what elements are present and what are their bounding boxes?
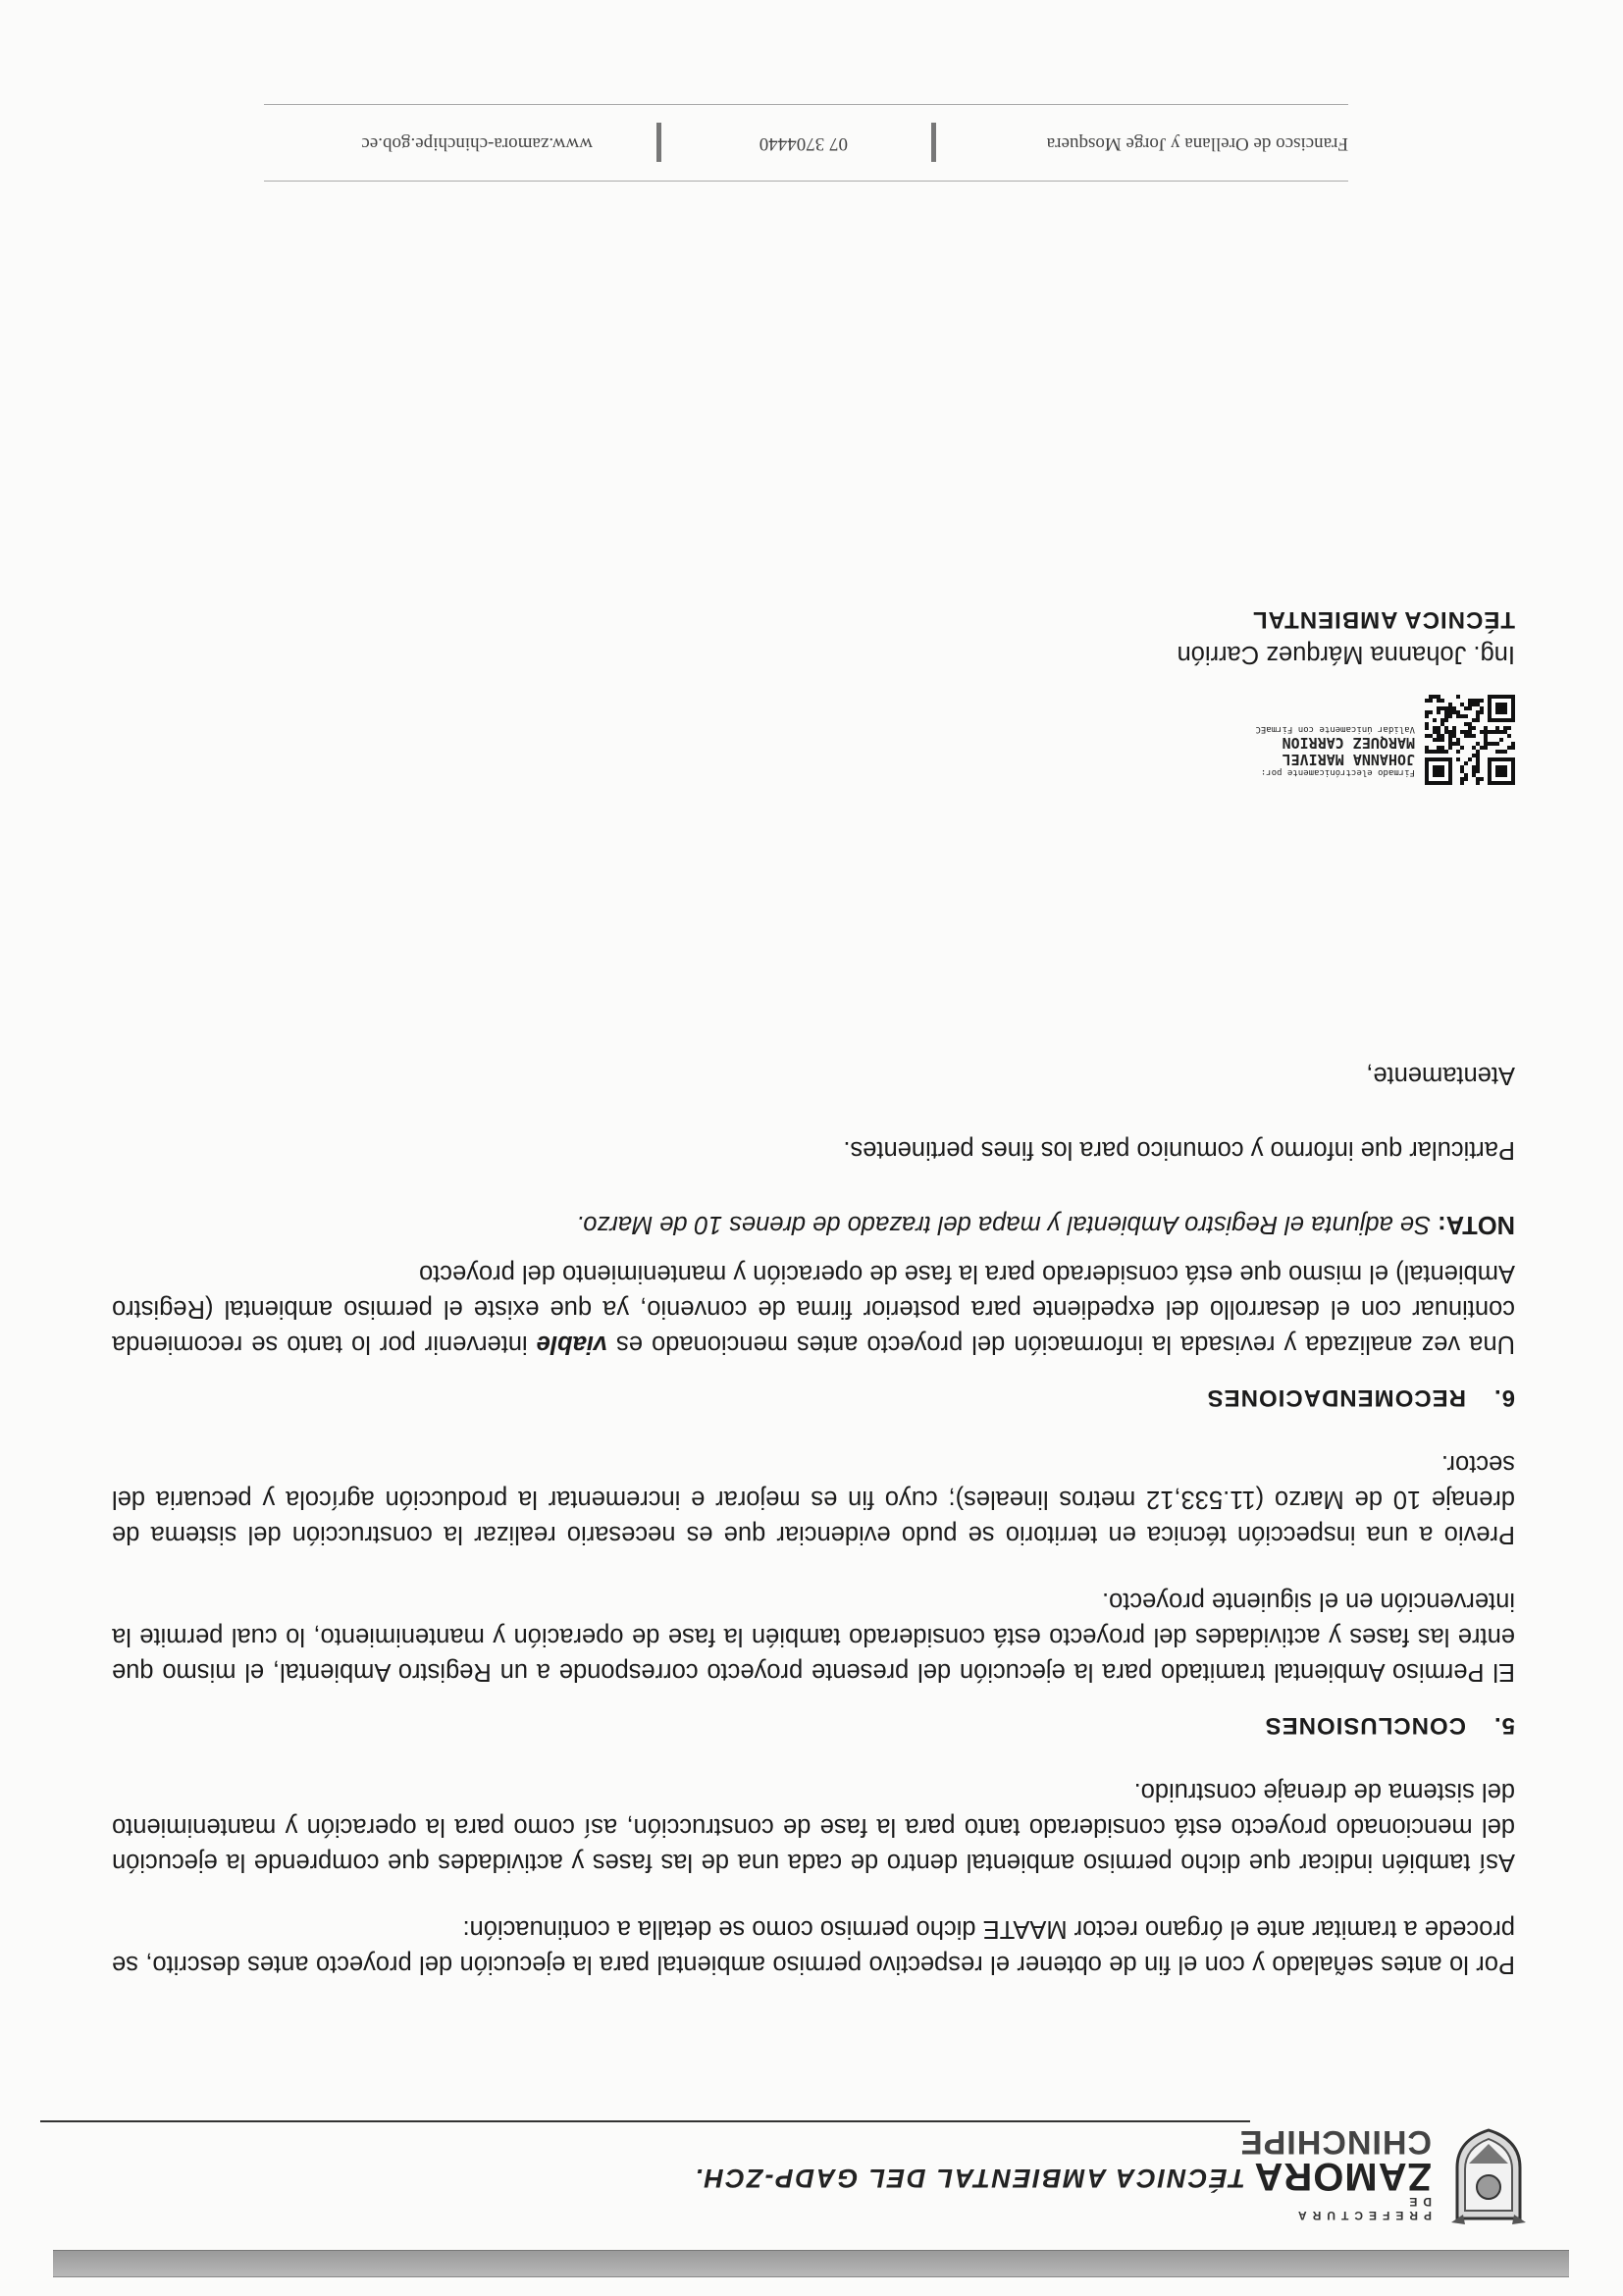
footer-website: www.zamora-chinchipe.gob.ec <box>361 133 593 154</box>
scan-edge-strip <box>53 2250 1569 2277</box>
prefectura-wordmark <box>1238 2123 1432 2222</box>
signer-role: TÉCNICA AMBIENTAL <box>1251 606 1515 633</box>
signer-block <box>1178 601 1515 672</box>
signature-stamp-text <box>1255 724 1415 777</box>
section-conclusiones-heading <box>112 1707 1515 1743</box>
paragraph-closing-statement: Particular que informo y comunico para los fines pertinentes. <box>843 1136 1515 1164</box>
footer-bottom-rule <box>264 104 1348 105</box>
stamp-signed-by: Firmado electrónicamente por: <box>1260 767 1415 777</box>
section-title: CONCLUSIONES <box>1264 1712 1466 1739</box>
nota-label: NOTA: <box>1438 1211 1515 1238</box>
section-recomendaciones-heading <box>112 1380 1515 1415</box>
footer-separator <box>931 123 936 162</box>
footer-separator <box>656 123 661 162</box>
header-divider <box>40 2120 1250 2122</box>
document-header <box>38 2114 1530 2232</box>
paragraph-recommendation <box>112 1256 1515 1362</box>
section-title: RECOMENDACIONES <box>1206 1384 1466 1411</box>
nota-line <box>112 1207 1515 1242</box>
nota-text: Se adjunta el Registro Ambiental y mapa del trazado de drenes 10 de Marzo. <box>576 1211 1439 1238</box>
paragraph-conclusion-inspection: Previo a una inspección técnica en territorio se pudo evidenciar que es necesario realizar la construcción del sistema de drenaje 10 de Marzo (11.533,12 metros lineales); cuyo fin es mejorar e incrementar la producción agrícola y pecuaria del sector. <box>112 1450 1515 1548</box>
signer-name: Ing. Johanna Márquez Carrión <box>1177 641 1515 668</box>
section-number: 6. <box>1492 1384 1515 1411</box>
footer-address: Francisco de Orellana y Jorge Mosquera <box>1046 133 1348 154</box>
paragraph-permit-procedure: Por lo antes señalado y con el fin de obtener el respectivo permiso ambiental para la ejecución del proyecto antes descrito, se procede a tramitar ante el órgano rector MAATE dicho permiso como se detalla a continuación: <box>112 1915 1515 1978</box>
header-title: TÉCNICA AMBIENTAL DEL GADP-ZCH. <box>693 2164 1245 2193</box>
logo-zamora-text: ZAMORA <box>1253 2155 1432 2198</box>
salutation: Atentamente, <box>1366 1062 1515 1089</box>
logo-chinchipe-text: CHINCHIPE <box>1238 2123 1432 2161</box>
recommendation-text-start: Una vez analizada y revisada la información del proyecto antes mencionado es <box>607 1331 1515 1358</box>
section-number: 5. <box>1492 1712 1515 1739</box>
logo-small-text: PREFECTURA DE <box>1292 2195 1432 2222</box>
paragraph-conclusion-registry: El Permiso Ambiental tramitado para la ejecución del presente proyecto corresponde a un Registro Ambiental, el mismo que entre las fases y actividades del proyecto está considerado también la fase de operación y mantenimiento, lo cual permite la intervención en el siguiente proyecto. <box>112 1588 1515 1686</box>
paragraph-permit-scope: Así también indicar que dicho permiso ambiental dentro de cada una de las fases y actividades que comprende la ejecución del mencionado proyecto está considerado tanto para la fase de construcción, así como para la operación y mantenimiento del sistema de drenaje construido. <box>112 1778 1515 1876</box>
prefectura-crest-logo <box>1447 2128 1530 2226</box>
viable-emphasis: viable <box>536 1331 608 1358</box>
stamp-name-line1: JOHANNA MARIVEL <box>1282 751 1415 768</box>
signature-qr-code <box>1425 695 1515 785</box>
document-body <box>112 1018 1515 1982</box>
document-footer <box>264 103 1348 182</box>
stamp-name-line2: MARQUEZ CARRION <box>1282 734 1415 752</box>
recommendation-text-end: intervenir por lo tanto se recomienda continuar con el desarrollo del expediente para posterior firma de convenio, ya que existe el permiso ambiental (Registro Ambiental) el mismo que está considerado para la fase de operación y mantenimiento del proyecto <box>112 1260 1515 1358</box>
stamp-validation-note: Validar únicamente con FirmaEC <box>1255 724 1415 734</box>
footer-phone: 07 3704440 <box>759 133 848 154</box>
footer-top-rule <box>264 181 1348 182</box>
